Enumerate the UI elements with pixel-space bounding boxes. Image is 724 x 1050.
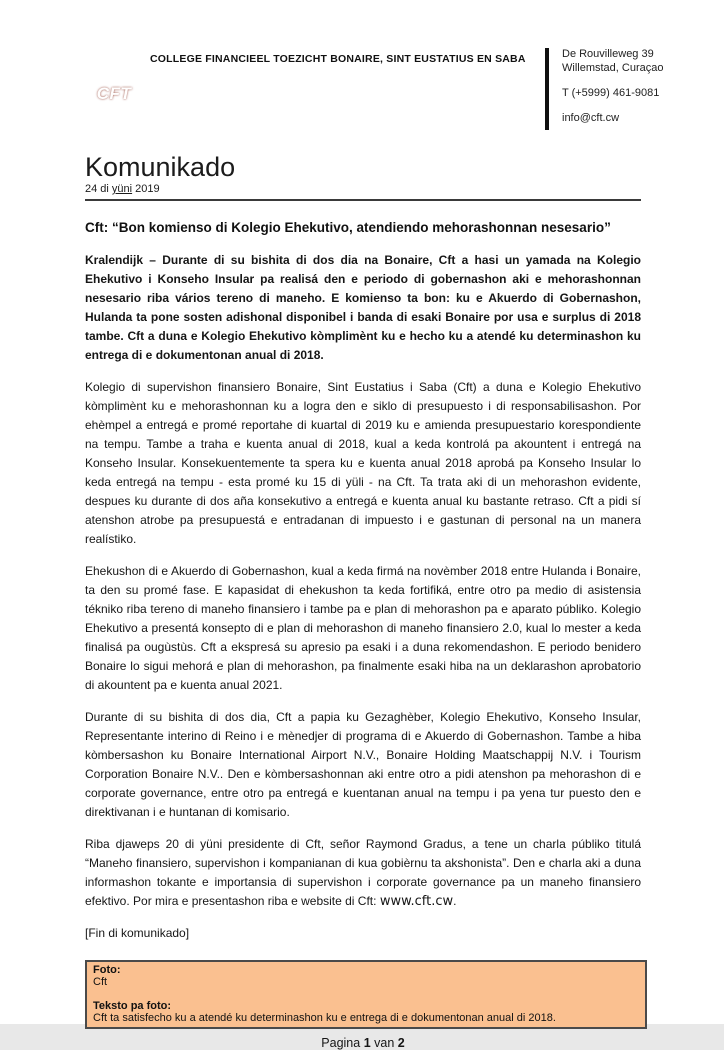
contact-spacer [562, 75, 712, 86]
caption-text: Cft ta satisfecho ku a atendé ku determinashon ku e entrega di e dokumentonan anual di 2018. [93, 1012, 556, 1024]
cft-website-link[interactable]: www.cft.cw [379, 894, 454, 909]
photo-caption-box [85, 960, 647, 1029]
header-divider [545, 48, 549, 130]
caption-label: Teksto pa foto: [93, 1000, 172, 1012]
document-date [85, 183, 641, 195]
body-paragraph-1: Kolegio di supervishon finansiero Bonaire, Sint Eustatius i Saba (Cft) a duna e Kolegio Ehekutivo kòmplimènt ku e mehorashonnan ku a logra den e siklo di presupuesto i di responsabilisashon. Por ehèmpel a entregá e promé reportahe di kuartal di 2019 ku e amienda presupuestario korespondiente na tempu. Tambe a traha e kuenta anual di 2018, kual a keda kontrolá pa akountent i entregá na Konseho Insular. Konsekuentemente ta spera ku e kuenta anual 2018 aprobá pa Konseho Insular lo keda entregá na tempu - esta promé ku 15 di yüli - na Cft. Ta trata aki di un mehorashon evidente, despues ku durante di dos aña konsekutivo a entregá e kuenta anual ku bastante retraso. Cft a pidi sí atenshon atrobe pa presupuestá e entradanan di impuesto i e gastunan di personal na un manera realístiko. [85, 380, 641, 546]
cft-logo-text: CFT [96, 84, 132, 103]
organization-title: COLLEGE FINANCIEEL TOEZICHT BONAIRE, SINT EUSTATIUS EN SABA [150, 53, 526, 65]
page-number [85, 1036, 641, 1050]
date-prefix: 24 di [85, 183, 112, 195]
title-rule [85, 199, 641, 201]
page-number-middle: van [370, 1036, 398, 1050]
body-paragraph-4 [85, 835, 641, 911]
address-line-1: De Rouvilleweg 39 [562, 48, 654, 60]
body-paragraph-2: Ehekushon di e Akuerdo di Gobernashon, kual a keda firmá na novèmber 2018 entre Hulanda i Bonaire, ta den su promé fase. E kapasidat di ehekushon ta keda fortifiká, entre otro pa medio di asistensia tékniko riba tereno di maneho finansiero i tambe pa e plan di mehorashon pa e aparato públiko. Kolegio Ehekutivo a presentá konsepto di e plan di mehorashon di maneho finansiero 2.0, kual lo mester a keda finalisá pa ougùstùs. Cft a ekspresá su apresio pa esaki i a duna rekomendashon. E periodo benidero Bonaire lo sigui mehorá e plan di mehorashon, pa finalmente esaki hiba na un deklarashon aprobatorio di akountent pa e kuenta anual 2021. [85, 564, 641, 692]
date-underlined-word: yüni [111, 183, 133, 195]
document-body [85, 152, 641, 1050]
photo-label: Foto: [93, 964, 121, 976]
photo-credit: Cft [93, 976, 108, 988]
end-of-release-note: [Fin di komunikado] [85, 926, 190, 940]
total-page-number: 2 [397, 1036, 405, 1050]
phone-number: T (+5999) 461-9081 [562, 87, 660, 99]
closing-paragraph-text: Riba djaweps 20 di yüni presidente di Cft, señor Raymond Gradus, a tene un charla públiko titulá “Maneho finansiero, supervishon i kompanianan di kua gobièrnu ta akshonista”. Den e charla aki a duna informashon tokante e importansia di supervishon i corporate governance pa un maneho finansiero efektivo. Por mira e presentashon riba e website di Cft: [85, 837, 641, 908]
letterhead [0, 0, 724, 150]
cft-logo-icon [86, 66, 142, 122]
current-page-number: 1 [363, 1036, 371, 1050]
body-paragraph-3: Durante di su bishita di dos dia, Cft a papia ku Gezaghèber, Kolegio Ehekutivo, Konseho Insular, Representante interino di Reino i e mènedjer di programa di e Akuerdo di Gobernashon. Tambe a hiba kòmbersashon ku Bonaire International Airport N.V., Bonaire Holding Maatschappij N.V. i Tourism Corporation Bonaire N.V.. Den e kòmbersashonnan aki entre otro a pidi atenshon pa mehorashon di e corporate governance, entre otro pa entregá e kuentanan anual na tempu i pa yena tur puesto den e direktivanan i e huntanan di komisario. [85, 710, 641, 819]
address-line-2: Willemstad, Curaçao [562, 62, 664, 74]
press-release-headline: Cft: “Bon komienso di Kolegio Ehekutivo, atendiendo mehorashonnan nesesario” [85, 220, 611, 235]
email-address[interactable]: info@cft.cw [562, 112, 620, 124]
page-number-prefix: Pagina [321, 1036, 364, 1050]
closing-paragraph-period: . [453, 894, 457, 908]
page-title: Komunikado [85, 152, 236, 182]
date-suffix: 2019 [132, 183, 160, 195]
photo-box-spacer [93, 988, 639, 1000]
contact-spacer [562, 100, 712, 111]
contact-block [562, 47, 712, 125]
lead-paragraph: Kralendijk – Durante di su bishita di dos dia na Bonaire, Cft a hasi un yamada na Kolegio Ehekutivo i Konseho Insular pa realisá den e periodo di gobernashon aki e mehorashonnan nesesario riba vários tereno di maneho. E komienso ta bon: ku e Akuerdo di Gobernashon, Hulanda ta pone sosten adishonal disponibel i banda di esaki Bonaire por usa e surplus di 2018 tambe. Cft a duna e Kolegio Ehekutivo kòmplimènt ku e hecho ku a atendé ku determinashon ku entrega di e dokumentonan anual di 2018. [85, 253, 641, 362]
